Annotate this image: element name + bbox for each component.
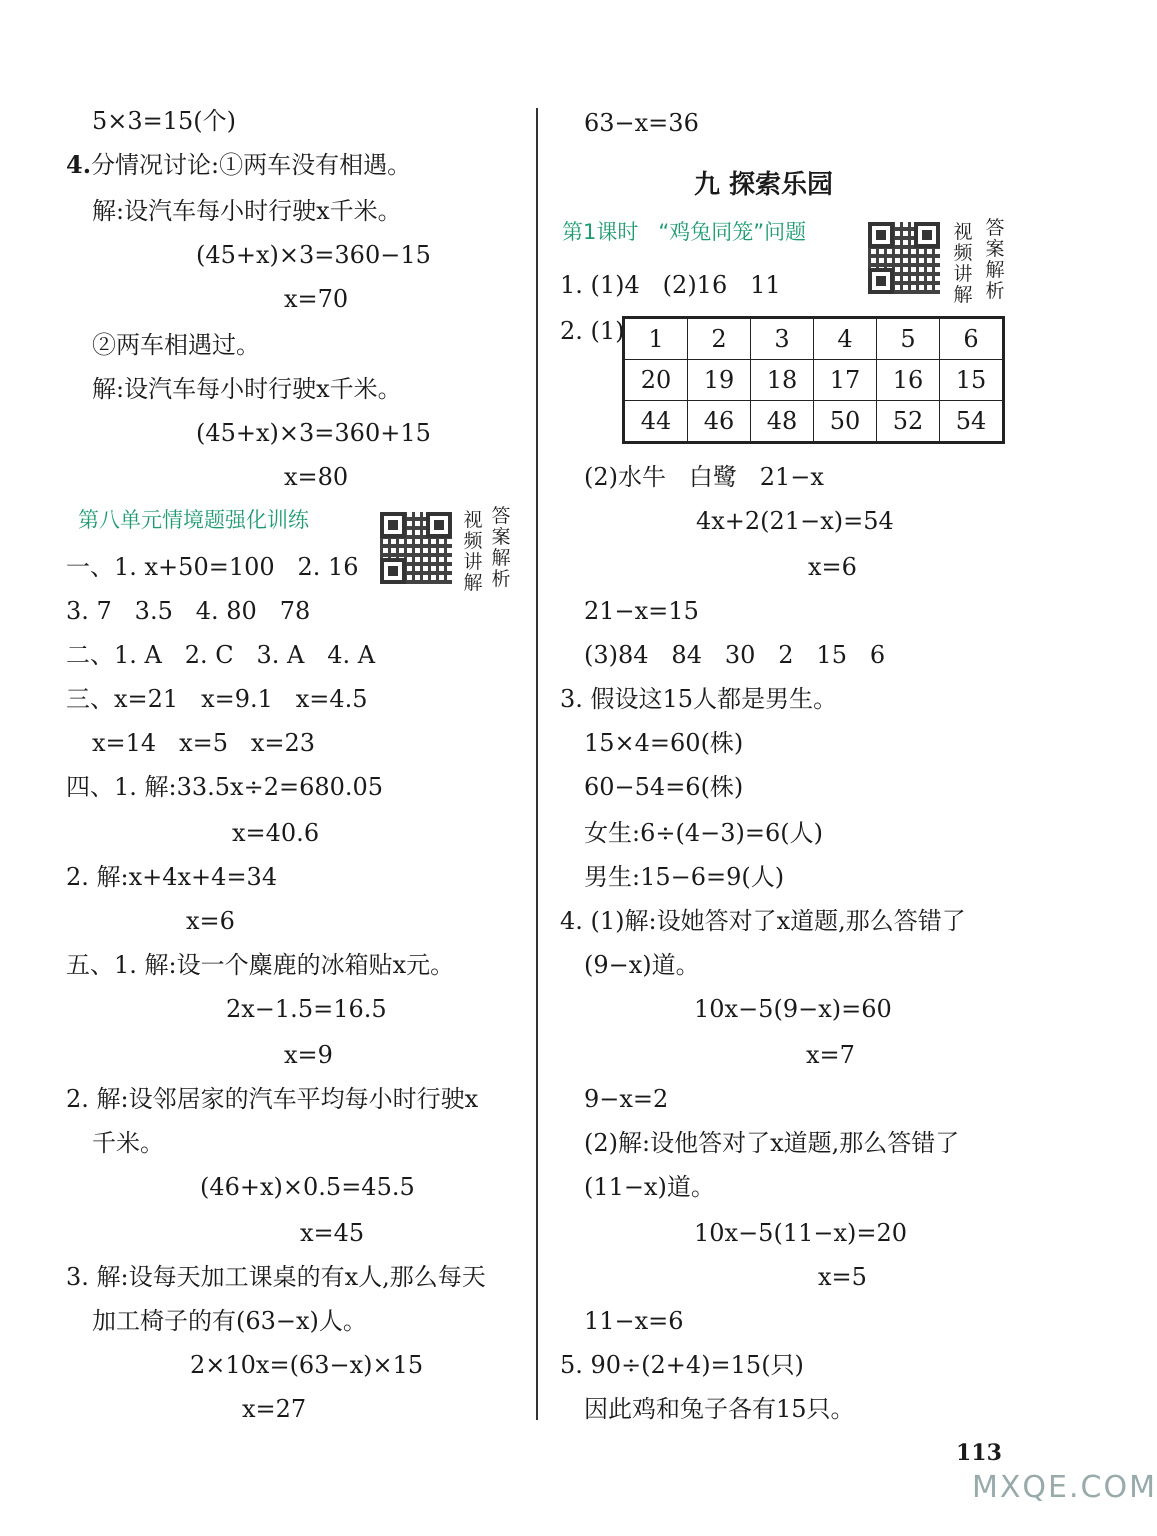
equation: (46+x)×0.5=45.5 — [200, 1173, 415, 1201]
equation: x=40.6 — [232, 819, 320, 847]
equation: 2x−1.5=16.5 — [226, 995, 387, 1023]
answer-line: (3)84 84 30 2 15 6 — [584, 641, 886, 669]
table-cell: 6 — [940, 318, 1004, 360]
answer-line: 一、1. x+50=100 2. 16 — [66, 553, 359, 581]
answer-line: 加工椅子的有(63−x)人。 — [92, 1307, 367, 1335]
answer-line: 三、x=21 x=9.1 x=4.5 — [66, 685, 368, 713]
table-cell: 15 — [940, 360, 1004, 401]
answer-line: 因此鸡和兔子各有15只。 — [584, 1395, 855, 1423]
answer-line: 五、1. 解:设一个麋鹿的冰箱贴x元。 — [66, 951, 455, 979]
equation: x=6 — [186, 907, 235, 935]
qr-label-answer: 答案解析 — [985, 217, 1005, 302]
answer-line: 3. 假设这15人都是男生。 — [560, 685, 838, 713]
answer-line — [66, 150, 411, 180]
section-title: 第八单元情境题强化训练 — [78, 508, 309, 532]
table-row — [624, 360, 1004, 401]
equation: x=9 — [284, 1041, 333, 1069]
qr-code[interactable] — [380, 512, 452, 584]
equation: 9−x=2 — [584, 1085, 669, 1113]
answer-line: (11−x)道。 — [584, 1173, 715, 1201]
table-cell: 3 — [751, 318, 814, 360]
equation: x=27 — [242, 1395, 307, 1423]
answer-line: 男生:15−6=9(人) — [584, 863, 785, 891]
table-cell: 46 — [688, 401, 751, 443]
table-cell: 16 — [877, 360, 940, 401]
table-row — [624, 318, 1004, 360]
equation: x=80 — [284, 463, 349, 491]
equation: 60−54=6(株) — [584, 773, 744, 801]
answer-line: (2)水牛 白鹭 21−x — [584, 463, 824, 491]
answer-text: 分情况讨论:①两车没有相遇。 — [91, 151, 412, 179]
table-cell: 2 — [688, 318, 751, 360]
equation: 10x−5(9−x)=60 — [694, 995, 892, 1023]
equation: x=45 — [300, 1219, 365, 1247]
lesson-title: 第1课时 “鸡兔同笼”问题 — [562, 220, 807, 244]
chapter-title: 九 探索乐园 — [694, 170, 834, 200]
equation: x=70 — [284, 285, 349, 313]
table-cell: 18 — [751, 360, 814, 401]
table-cell: 44 — [624, 401, 688, 443]
table-cell: 1 — [624, 318, 688, 360]
table-cell: 19 — [688, 360, 751, 401]
equation: (45+x)×3=360−15 — [196, 241, 431, 269]
answer-line: 5. 90÷(2+4)=15(只) — [560, 1351, 804, 1379]
answer-line: 3. 7 3.5 4. 80 78 — [66, 597, 311, 625]
answer-line: (2)解:设他答对了x道题,那么答错了 — [584, 1129, 960, 1157]
equation: 10x−5(11−x)=20 — [694, 1219, 908, 1247]
answer-line: ②两车相遇过。 — [92, 331, 260, 359]
table-cell: 5 — [877, 318, 940, 360]
qr-label-video: 视频讲解 — [953, 221, 973, 306]
answer-line: 2. 解:x+4x+4=34 — [66, 863, 278, 891]
answer-line: 解:设汽车每小时行驶x千米。 — [92, 375, 402, 403]
column-divider — [536, 108, 538, 1420]
equation: 21−x=15 — [584, 597, 699, 625]
answer-line: 3. 解:设每天加工课桌的有x人,那么每天 — [66, 1263, 486, 1291]
qr-code[interactable] — [868, 222, 940, 294]
watermark: MXQE.COM — [972, 1470, 1157, 1505]
answer-line: 1. (1)4 (2)16 11 — [560, 271, 781, 299]
qr-label-video: 视频讲解 — [463, 509, 483, 594]
table-cell: 17 — [814, 360, 877, 401]
answer-line: 5×3=15(个) — [92, 107, 237, 135]
answer-line: 4. (1)解:设她答对了x道题,那么答错了 — [560, 907, 966, 935]
qr-label-answer: 答案解析 — [491, 505, 511, 590]
answer-line: 二、1. A 2. C 3. A 4. A — [66, 641, 376, 669]
page-number: 113 — [956, 1440, 1002, 1466]
answer-line: 解:设汽车每小时行驶x千米。 — [92, 197, 402, 225]
equation: 4x+2(21−x)=54 — [696, 507, 894, 535]
answer-line: 2. (1) — [560, 317, 625, 345]
answer-line: 女生:6÷(4−3)=6(人) — [584, 819, 823, 847]
answer-line: 四、1. 解:33.5x÷2=680.05 — [66, 773, 384, 801]
answer-line: x=14 x=5 x=23 — [92, 729, 316, 757]
equation: 11−x=6 — [584, 1307, 684, 1335]
table-cell: 50 — [814, 401, 877, 443]
table-cell: 20 — [624, 360, 688, 401]
table-cell: 4 — [814, 318, 877, 360]
table-cell: 54 — [940, 401, 1004, 443]
answer-table — [622, 316, 1005, 444]
answer-line: 千米。 — [92, 1129, 164, 1157]
equation: 63−x=36 — [584, 109, 699, 137]
table-row — [624, 401, 1004, 443]
answer-line: (9−x)道。 — [584, 951, 700, 979]
table-cell: 52 — [877, 401, 940, 443]
equation: x=6 — [808, 553, 857, 581]
answer-line: 2. 解:设邻居家的汽车平均每小时行驶x — [66, 1085, 479, 1113]
equation: x=7 — [806, 1041, 855, 1069]
equation: 15×4=60(株) — [584, 729, 744, 757]
equation: 2×10x=(63−x)×15 — [190, 1351, 424, 1379]
equation: (45+x)×3=360+15 — [196, 419, 431, 447]
table-cell: 48 — [751, 401, 814, 443]
equation: x=5 — [818, 1263, 867, 1291]
item-number: 4. — [66, 150, 92, 179]
